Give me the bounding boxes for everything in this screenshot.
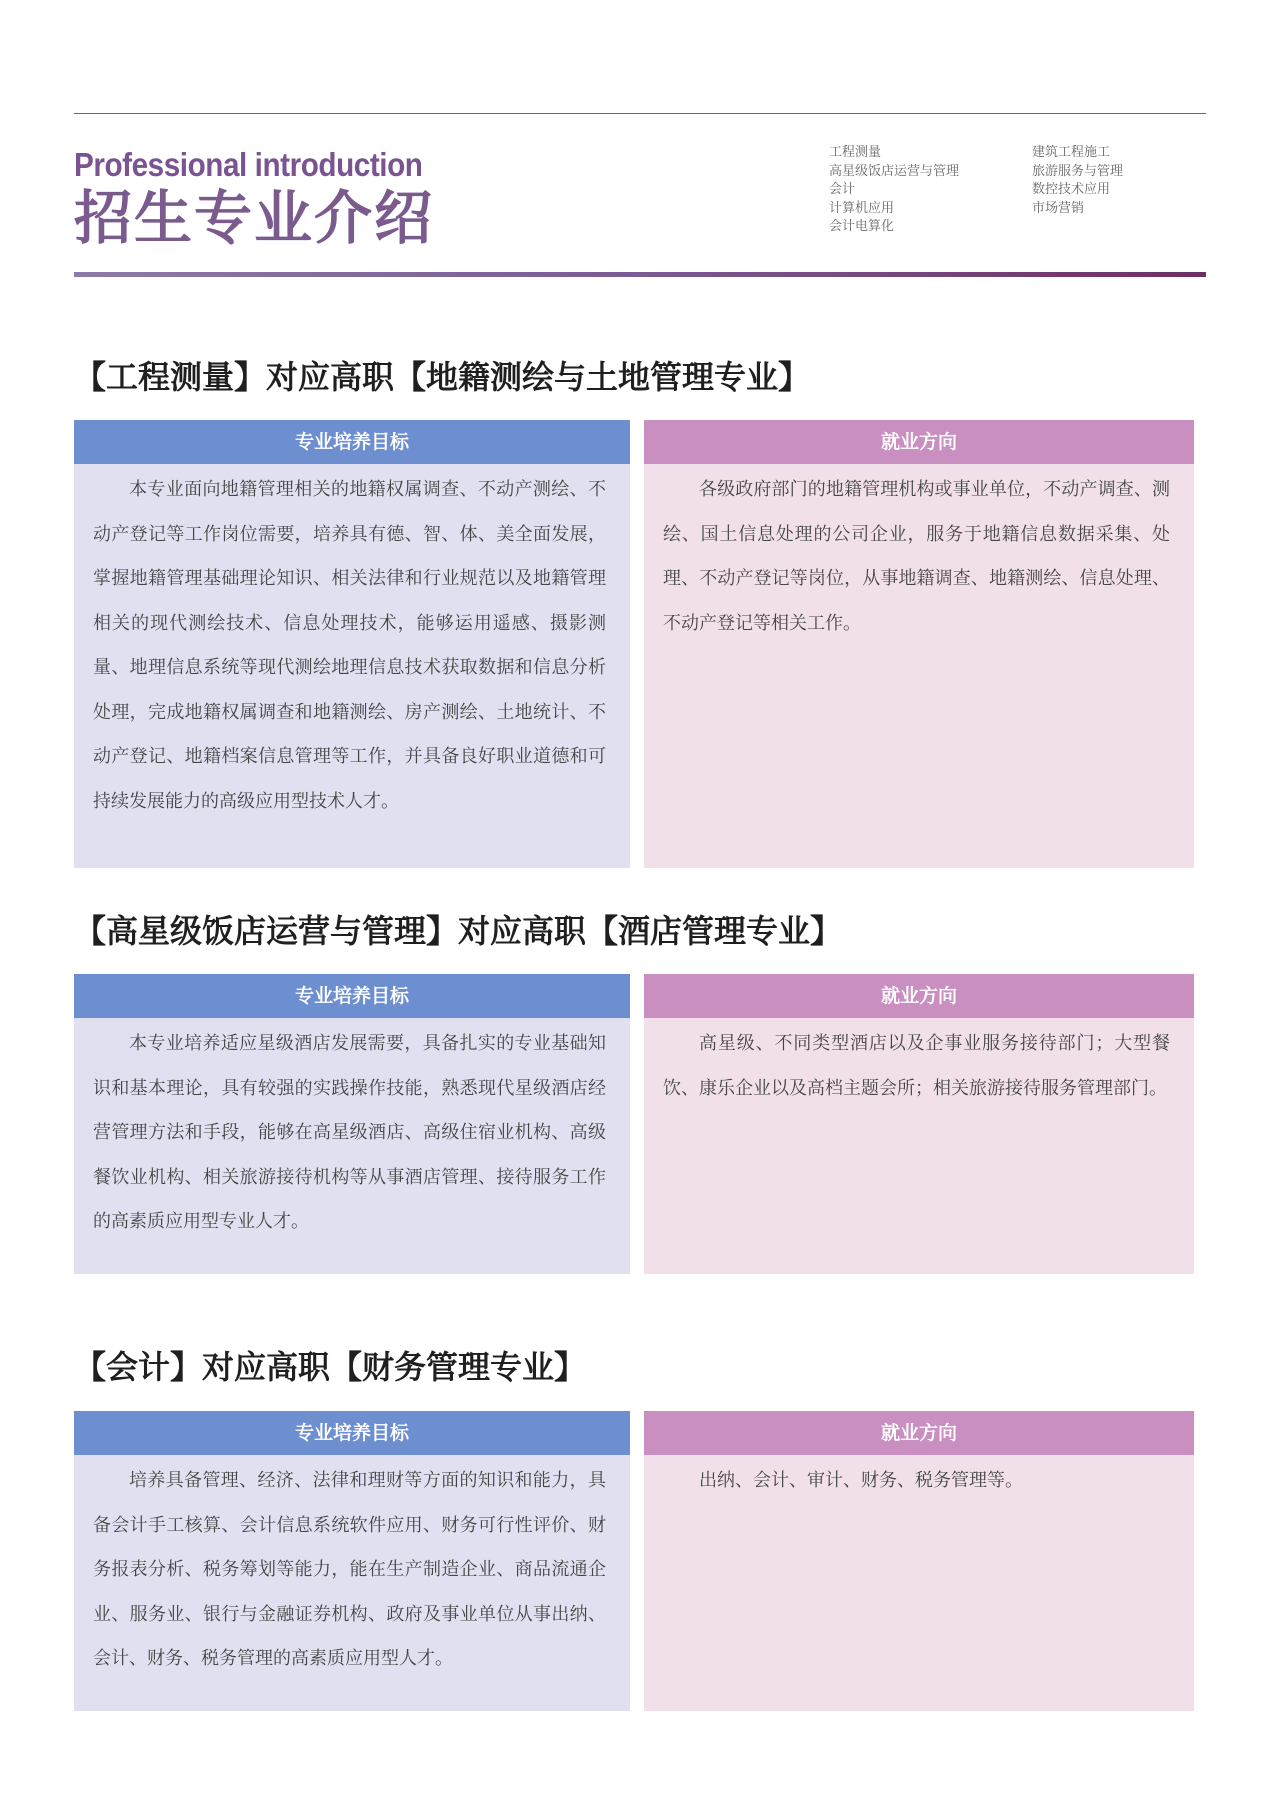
goal-panel-hotel: [74, 974, 630, 1274]
major-item: 工程测量: [829, 145, 882, 160]
job-panel-header: 就业方向: [644, 420, 1194, 464]
major-item: 会计: [829, 182, 856, 197]
goal-panel-accounting: [74, 1411, 630, 1711]
job-panel-accounting: [644, 1411, 1194, 1711]
major-item: 高星级饭店运营与管理: [829, 163, 960, 179]
job-panel-text: 出纳、会计、审计、财务、税务管理等。: [699, 1470, 1023, 1491]
goal-panel-text: 本专业培养适应星级酒店发展需要，具备扎实的专业基础知识和基本理论，具有较强的实践操作技能，熟悉现代星级酒店经营管理方法和手段，能够在高星级酒店、高级住宿业机构、高级餐饮业机构、相关旅游接待机构等从事酒店管理、接待服务工作的高素质应用型专业人才。: [93, 1033, 606, 1232]
section-title-hotel: 【高星级饭店运营与管理】对应高职【酒店管理专业】: [74, 912, 843, 950]
goal-panel-text: 本专业面向地籍管理相关的地籍权属调查、不动产测绘、不动产登记等工作岗位需要，培养具有德、智、体、美全面发展，掌握地籍管理基础理论知识、相关法律和行业规范以及地籍管理相关的现代测绘技术、信息处理技术，能够运用遥感、摄影测量、地理信息系统等现代测绘地理信息技术获取数据和信息分析处理，完成地籍权属调查和地籍测绘、房产测绘、土地统计、不动产登记、地籍档案信息管理等工作，并具备良好职业道德和可持续发展能力的高级应用型技术人才。: [93, 479, 606, 812]
major-item: 旅游服务与管理: [1032, 163, 1124, 179]
job-panel-header: 就业方向: [644, 1411, 1194, 1455]
top-divider: [74, 113, 1206, 114]
page-title: 招生专业介绍: [74, 184, 435, 252]
page-header: [74, 140, 1206, 270]
section-title-surveying: 【工程测量】对应高职【地籍测绘与土地管理专业】: [74, 358, 811, 396]
job-panel-header: 就业方向: [644, 974, 1194, 1018]
title-english: Professional introduction: [74, 146, 423, 183]
major-item: 会计电算化: [829, 219, 895, 234]
majors-list-col1: [829, 144, 959, 237]
goal-panel-text: 培养具备管理、经济、法律和理财等方面的知识和能力，具备会计手工核算、会计信息系统软件应用、财务可行性评价、财务报表分析、税务筹划等能力，能在生产制造企业、商品流通企业、服务业、银行与金融证券机构、政府及事业单位从事出纳、会计、财务、税务管理的高素质应用型人才。: [93, 1470, 606, 1669]
goal-panel-header: 专业培养目标: [74, 974, 630, 1018]
major-item: 建筑工程施工: [1032, 145, 1111, 160]
goal-panel-header: 专业培养目标: [74, 1411, 630, 1455]
job-panel-hotel: [644, 974, 1194, 1274]
major-item: 计算机应用: [829, 200, 895, 216]
major-item: 市场营销: [1032, 200, 1085, 216]
section-title-accounting: 【会计】对应高职【财务管理专业】: [74, 1348, 587, 1386]
header-gradient-bar: [74, 272, 1206, 277]
goal-panel-surveying: [74, 420, 630, 868]
major-item: 数控技术应用: [1032, 182, 1111, 197]
goal-panel-header: 专业培养目标: [74, 420, 630, 464]
job-panel-surveying: [644, 420, 1194, 868]
majors-list-col2: [1032, 144, 1123, 218]
job-panel-text: 各级政府部门的地籍管理机构或事业单位，不动产调查、测绘、国土信息处理的公司企业，服务于地籍信息数据采集、处理、不动产登记等岗位，从事地籍调查、地籍测绘、信息处理、不动产登记等相关工作。: [663, 479, 1170, 634]
job-panel-text: 高星级、不同类型酒店以及企事业服务接待部门；大型餐饮、康乐企业以及高档主题会所；相关旅游接待服务管理部门。: [663, 1033, 1170, 1099]
